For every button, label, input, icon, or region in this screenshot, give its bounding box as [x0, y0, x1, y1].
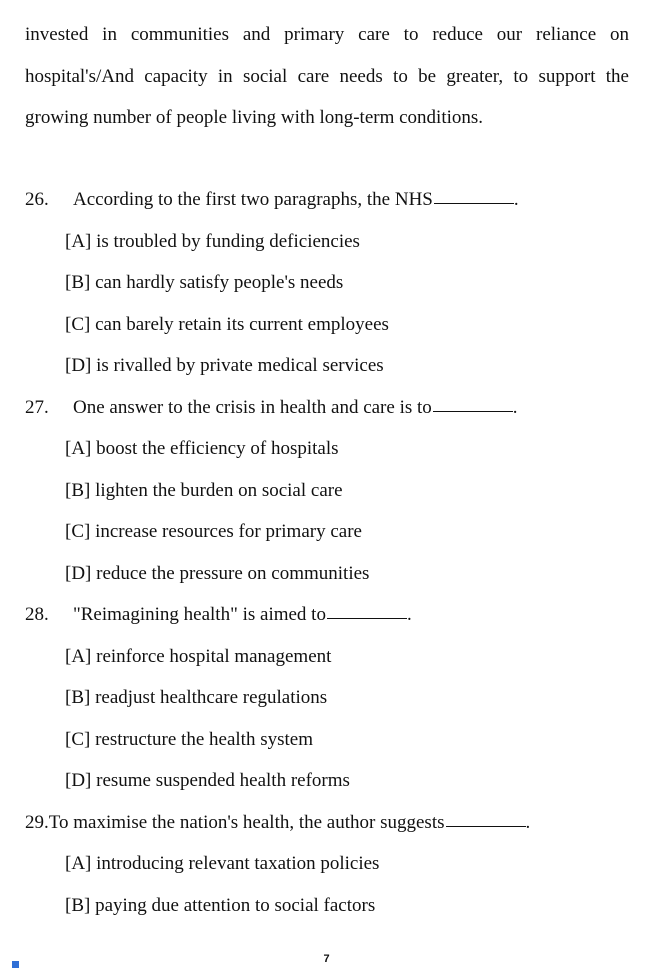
option-c: [C] can barely retain its current employees: [65, 313, 389, 335]
question-list: [0, 179, 653, 926]
passage-paragraph: invested in communities and primary care to reduce our reliance on hospital's/And capacity in social care needs to be greater, to support the growing number of people living with long-term conditions.: [25, 24, 629, 128]
option-d: [D] reduce the pressure on communities: [65, 562, 370, 584]
option-b: [B] readjust healthcare regulations: [65, 687, 328, 708]
option-d: [D] is rivalled by private medical services: [65, 355, 384, 376]
option-b: [B] lighten the burden on social care: [65, 479, 343, 501]
question-29: [0, 802, 653, 844]
option-a: [A] introducing relevant taxation policies: [65, 853, 380, 874]
question-stem: One answer to the crisis in health and care is to: [73, 396, 432, 418]
option-d: [D] resume suspended health reforms: [65, 770, 350, 791]
answer-blank: [327, 594, 407, 619]
question-stem: According to the first two paragraphs, the NHS: [73, 189, 433, 210]
option-a: [A] is troubled by funding deficiencies: [65, 230, 360, 252]
question-end-punctuation: .: [406, 604, 412, 625]
question-number: 28.: [25, 604, 49, 625]
question-end-punctuation: .: [512, 396, 518, 418]
answer-blank: [434, 179, 514, 204]
page-number: 7: [323, 953, 330, 965]
question-number: 29.: [25, 811, 49, 833]
option-a: [A] boost the efficiency of hospitals: [65, 438, 339, 459]
question-stem: To maximise the nation's health, the author suggests: [48, 811, 445, 833]
question-stem: "Reimagining health" is aimed to: [73, 604, 326, 625]
question-end-punctuation: .: [525, 811, 531, 833]
question-27: [0, 387, 653, 429]
option-b: [B] can hardly satisfy people's needs: [65, 272, 344, 293]
answer-blank: [433, 387, 513, 412]
question-end-punctuation: .: [513, 189, 519, 210]
option-c: [C] increase resources for primary care: [65, 521, 362, 542]
option-b: [B] paying due attention to social factors: [65, 894, 376, 916]
option-a: [A] reinforce hospital management: [65, 645, 332, 667]
option-c: [C] restructure the health system: [65, 728, 313, 750]
question-number: 26.: [25, 189, 49, 210]
answer-blank: [446, 802, 526, 827]
question-28: [0, 594, 653, 636]
question-number: 27.: [25, 396, 49, 418]
question-26: [0, 179, 653, 221]
